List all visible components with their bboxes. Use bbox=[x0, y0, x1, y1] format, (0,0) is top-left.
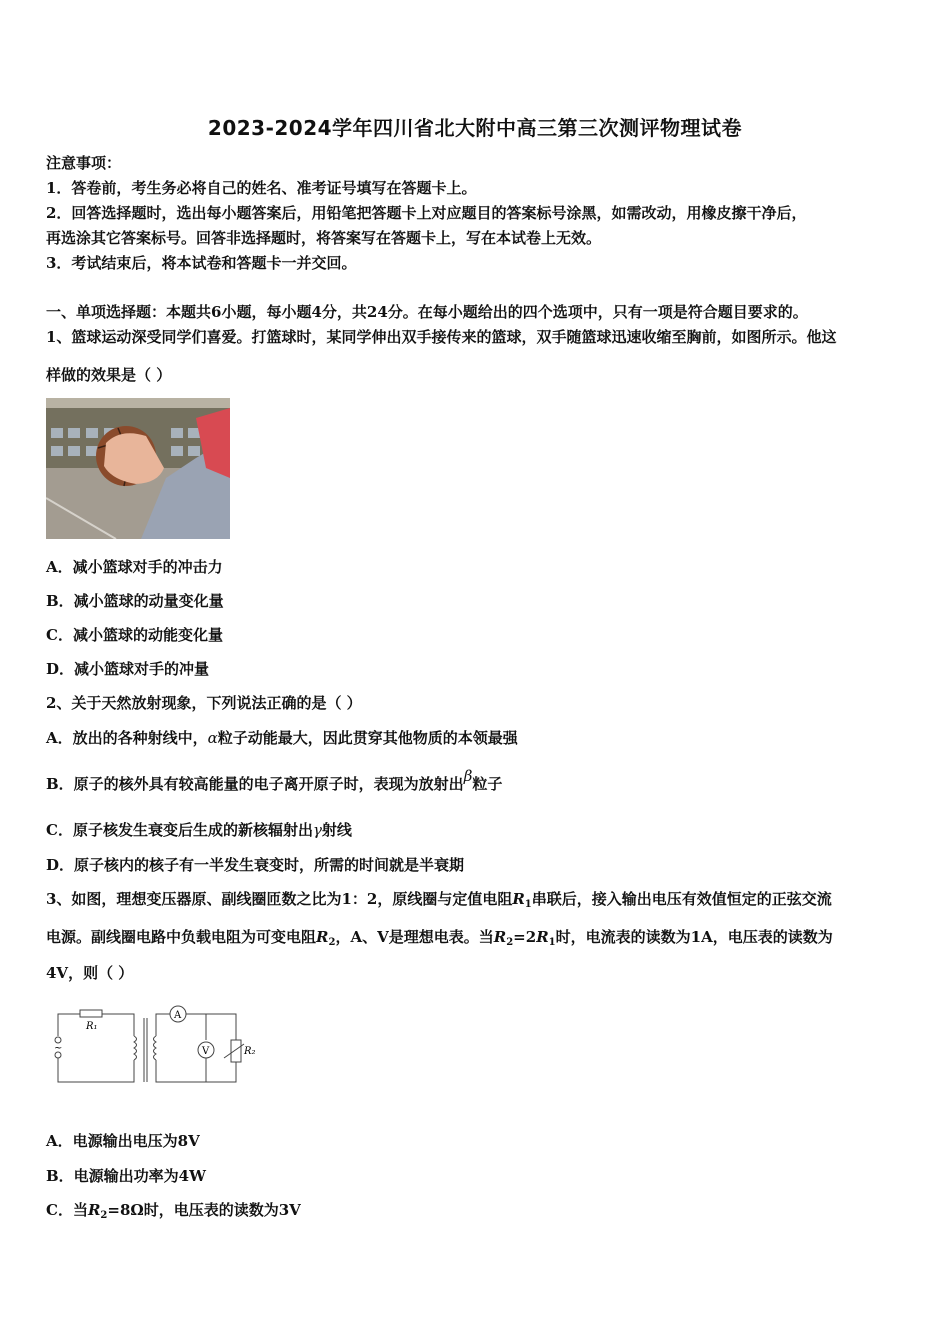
question-2-option-d: D．原子核内的核子有一半发生衰变时，所需的时间就是半衰期 bbox=[46, 856, 465, 874]
r1-label: R₁ bbox=[86, 1021, 98, 1032]
gamma-symbol: γ bbox=[312, 821, 322, 839]
alpha-symbol: α bbox=[207, 729, 218, 747]
question-2-option-a bbox=[46, 728, 908, 748]
variable-r: R bbox=[493, 928, 507, 946]
variable-r: R bbox=[87, 1201, 101, 1219]
question-1-option-b: B．减小篮球的动量变化量 bbox=[46, 592, 224, 610]
subscript: 2 bbox=[328, 937, 336, 948]
subscript: 1 bbox=[524, 899, 532, 910]
option-text: =8Ω时，电压表的读数为3V bbox=[107, 1201, 301, 1219]
question-1-stem: 样做的效果是（ ） bbox=[46, 366, 172, 384]
stem-text: 时，电流表的读数为1A，电压表的读数为 bbox=[555, 928, 833, 946]
beta-symbol: β bbox=[463, 767, 473, 785]
option-text: C．当 bbox=[46, 1201, 88, 1219]
option-text: A．放出的各种射线中， bbox=[46, 729, 208, 747]
variable-r: R bbox=[512, 890, 525, 908]
question-1-option-c: C．减小篮球的动能变化量 bbox=[46, 626, 223, 644]
option-text: B．原子的核外具有较高能量的电子离开原子时，表现为放射出 bbox=[46, 775, 464, 793]
option-text: 粒子 bbox=[472, 775, 503, 793]
stem-text: 3、如图，理想变压器原、副线圈匝数之比为1：2，原线圈与定值电阻 bbox=[46, 890, 513, 908]
subscript: 1 bbox=[548, 937, 556, 948]
question-1-option-d: D．减小篮球对手的冲量 bbox=[46, 660, 210, 678]
notice-item: 3．考试结束后，将本试卷和答题卡一并交回。 bbox=[46, 254, 357, 272]
notice-heading: 注意事项： bbox=[46, 154, 122, 172]
option-text: C．原子核发生衰变后生成的新核辐射出 bbox=[46, 821, 313, 839]
notice-item: 1．答卷前，考生务必将自己的姓名、准考证号填写在答题卡上。 bbox=[46, 179, 477, 197]
ammeter-label: A bbox=[174, 1010, 182, 1021]
question-3-stem bbox=[46, 889, 908, 915]
variable-r: R bbox=[536, 928, 549, 946]
question-2-stem: 2、关于天然放射现象，下列说法正确的是（ ） bbox=[46, 694, 362, 712]
option-text: 粒子动能最大，因此贯穿其他物质的本领最强 bbox=[217, 729, 518, 747]
notice-item: 再选涂其它答案标号。回答非选择题时，将答案写在答题卡上，写在本试卷上无效。 bbox=[46, 229, 602, 247]
page-title: 2023-2024学年四川省北大附中高三第三次测评物理试卷 bbox=[207, 116, 743, 140]
stem-text: =2 bbox=[513, 928, 537, 946]
question-3-option-c bbox=[46, 1200, 908, 1226]
transformer-circuit-diagram bbox=[46, 1002, 268, 1090]
question-3-option-b: B．电源输出功率为4W bbox=[46, 1167, 206, 1185]
variable-r: R bbox=[316, 928, 329, 946]
notice-item: 2．回答选择题时，选出每小题答案后，用铅笔把答题卡上对应题目的答案标号涂黑，如需改动，用橡皮擦干净后， bbox=[46, 204, 807, 222]
question-1-stem: 1、篮球运动深受同学们喜爱。打篮球时，某同学伸出双手接传来的篮球，双手随篮球迅速收缩至胸前，如图所示。他这 bbox=[46, 328, 837, 346]
subscript: 2 bbox=[100, 1210, 108, 1221]
question-3-stem: 4V，则（ ） bbox=[46, 964, 134, 982]
basketball-catch-photo bbox=[46, 398, 230, 539]
question-3-stem bbox=[46, 927, 908, 953]
question-2-option-b bbox=[46, 767, 908, 794]
section-heading: 一、单项选择题：本题共6小题，每小题4分，共24分。在每小题给出的四个选项中，只有一项是符合题目要求的。 bbox=[46, 303, 808, 321]
question-2-option-c bbox=[46, 820, 908, 840]
r2-label: R₂ bbox=[244, 1046, 256, 1057]
ac-source-symbol: ~ bbox=[54, 1043, 63, 1054]
question-1-option-a: A．减小篮球对手的冲击力 bbox=[46, 558, 223, 576]
voltmeter-label: V bbox=[202, 1046, 210, 1057]
question-3-option-a: A．电源输出电压为8V bbox=[46, 1132, 200, 1150]
stem-text: ，A、V是理想电表。当 bbox=[335, 928, 494, 946]
option-text: 射线 bbox=[321, 821, 352, 839]
subscript: 2 bbox=[506, 937, 514, 948]
stem-text: 电源。副线圈电路中负载电阻为可变电阻 bbox=[46, 928, 317, 946]
stem-text: 串联后，接入输出电压有效值恒定的正弦交流 bbox=[531, 890, 832, 908]
